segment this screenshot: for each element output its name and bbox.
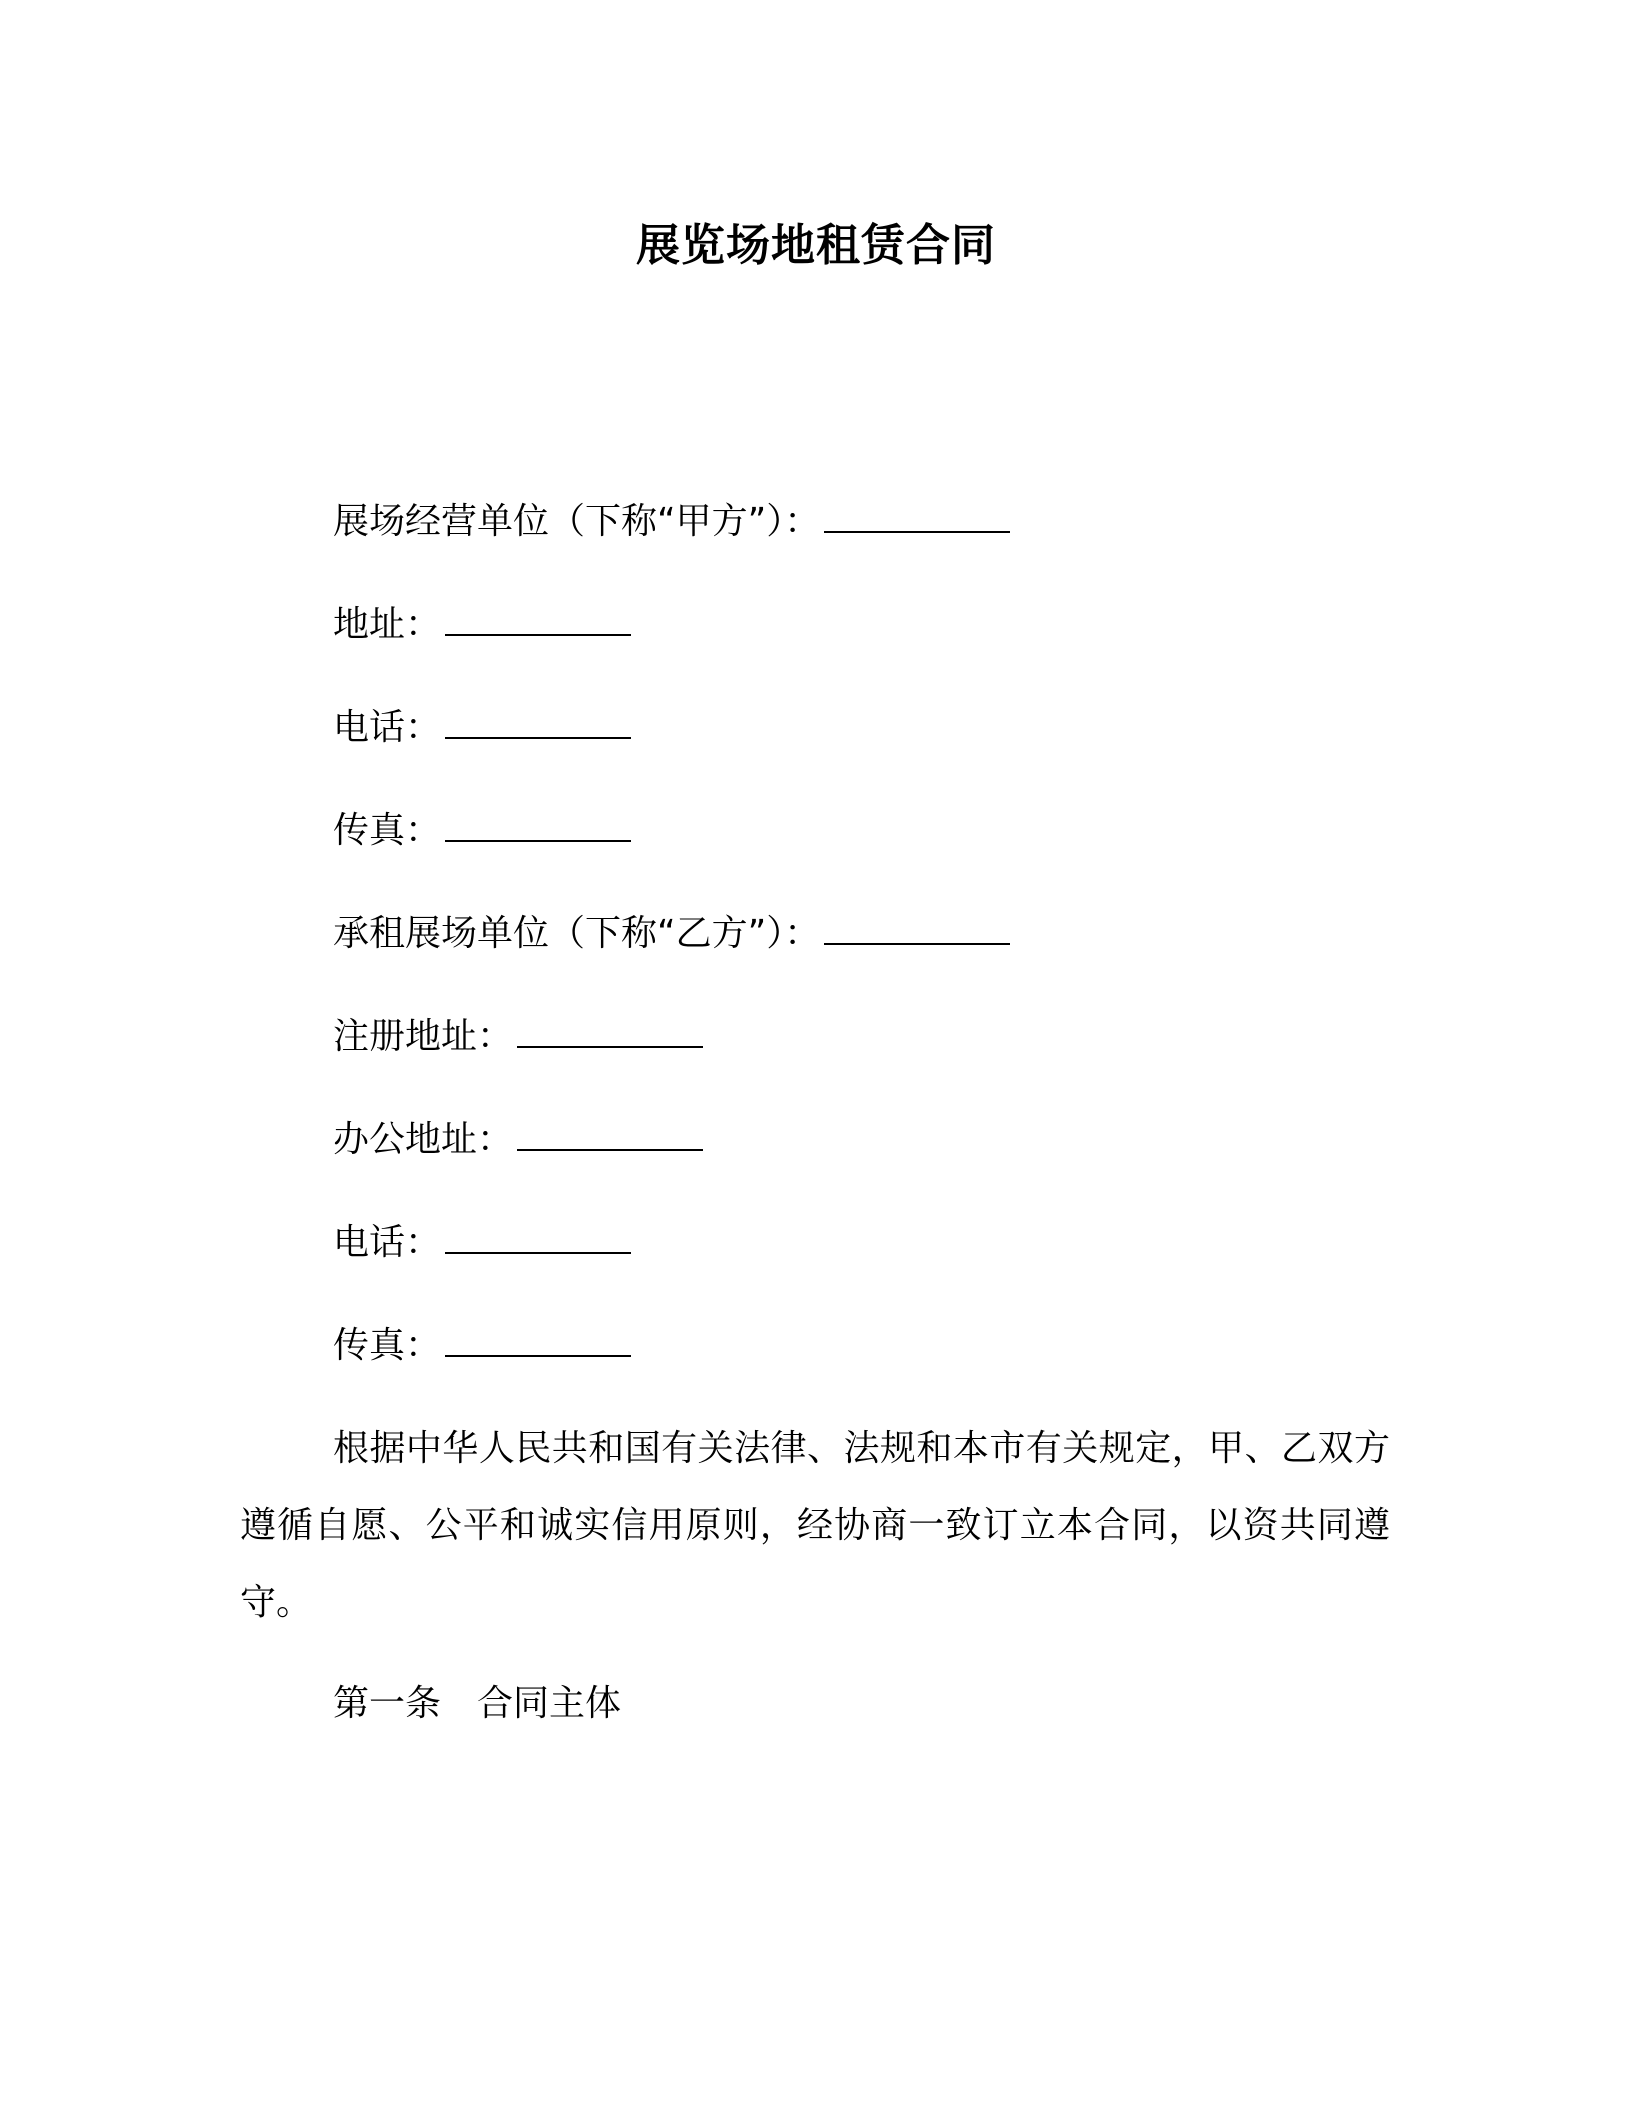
field-party-b-registered-address — [333, 1012, 703, 1061]
field-party-b-unit — [333, 909, 1010, 958]
field-label: 传真： — [333, 810, 442, 851]
field-party-a-fax — [333, 806, 631, 855]
field-party-a-unit — [333, 497, 1010, 546]
field-label: 电话： — [333, 707, 442, 748]
field-label: 展场经营单位（下称“甲方”）： — [333, 501, 821, 542]
field-party-b-office-address — [333, 1115, 703, 1164]
document-title: 展览场地租赁合同 — [636, 220, 996, 271]
field-label: 注册地址： — [333, 1016, 514, 1057]
blank-line — [517, 1012, 703, 1048]
field-party-a-phone — [333, 703, 631, 752]
blank-line — [445, 600, 631, 636]
field-label: 办公地址： — [333, 1119, 514, 1160]
field-label: 地址： — [333, 604, 442, 645]
field-label: 电话： — [333, 1222, 442, 1263]
blank-line — [445, 703, 631, 739]
field-party-a-address — [333, 600, 631, 649]
blank-line — [824, 909, 1010, 945]
field-party-b-phone — [333, 1218, 631, 1267]
blank-line — [824, 497, 1010, 533]
field-label: 承租展场单位（下称“乙方”）： — [333, 913, 821, 954]
blank-line — [445, 806, 631, 842]
field-party-b-fax — [333, 1321, 631, 1370]
preamble-paragraph: 根据中华人民共和国有关法律、法规和本市有关规定，甲、乙双方遵循自愿、公平和诚实信用原则，经协商一致订立本合同，以资共同遵守。 — [240, 1428, 1390, 1623]
field-label: 传真： — [333, 1325, 442, 1366]
blank-line — [517, 1115, 703, 1151]
article-1-heading: 第一条 合同主体 — [333, 1683, 622, 1724]
blank-line — [445, 1218, 631, 1254]
blank-line — [445, 1321, 631, 1357]
